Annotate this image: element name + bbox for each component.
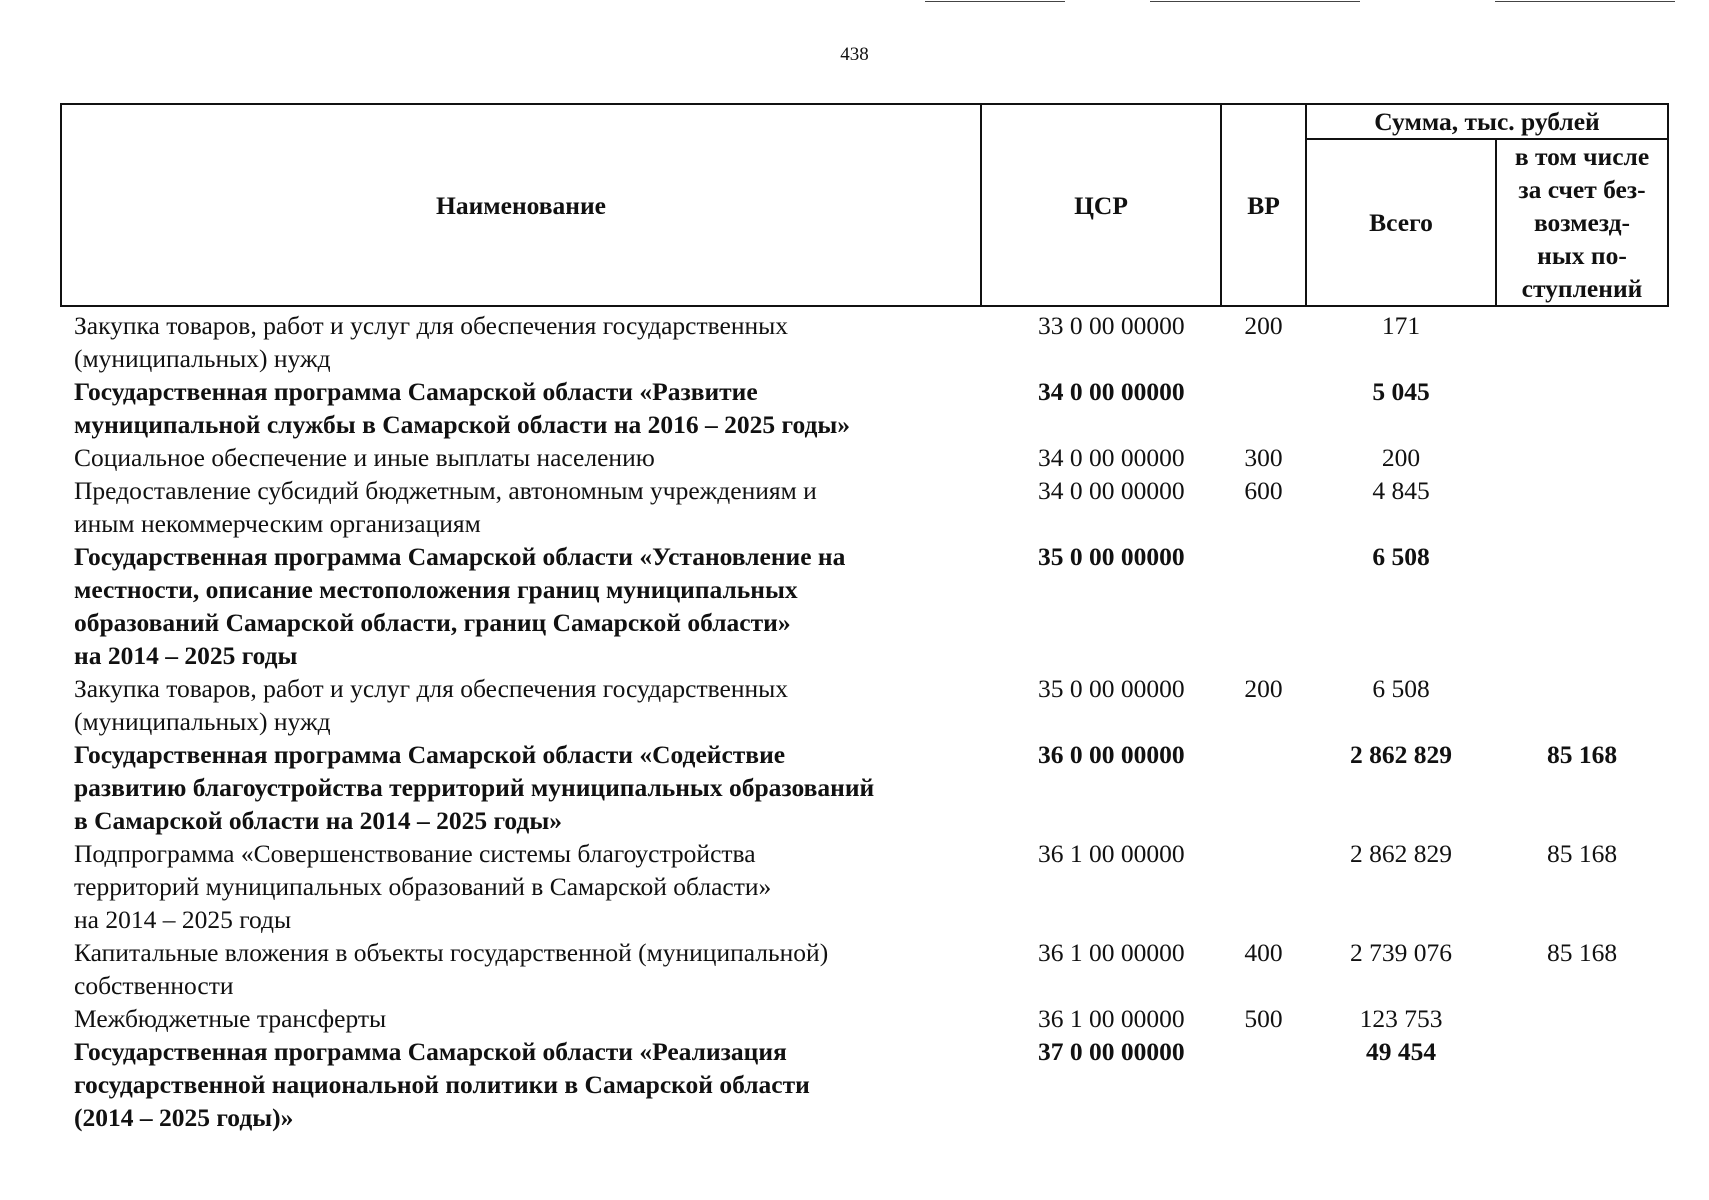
row-free-receipts: 85 168	[1546, 839, 1618, 868]
table-row	[61, 1035, 1668, 1134]
row-vr: 500	[1244, 1004, 1283, 1033]
row-name-line: Государственная программа Самарской области «Реализация	[74, 1037, 787, 1066]
row-total: 5 045	[1372, 377, 1430, 406]
row-csr: 36 0 00 00000	[1038, 740, 1185, 769]
row-total: 200	[1381, 443, 1421, 472]
table-row	[61, 738, 1668, 837]
row-name-line: на 2014 – 2025 годы	[74, 905, 292, 934]
row-name-line: Капитальные вложения в объекты государственной (муниципальной)	[74, 938, 829, 967]
row-name-line: муниципальной службы в Самарской области на 2016 – 2025 годы»	[74, 410, 851, 439]
row-vr	[1221, 837, 1306, 936]
row-vr: 300	[1244, 443, 1283, 472]
row-name	[61, 375, 981, 441]
row-name-line: Закупка товаров, работ и услуг для обеспечения государственных	[74, 311, 789, 340]
row-total: 2 862 829	[1350, 740, 1452, 769]
row-name-line: Межбюджетные трансферты	[74, 1004, 387, 1033]
row-csr: 36 1 00 00000	[1038, 938, 1185, 967]
row-vr: 400	[1244, 938, 1283, 967]
row-vr: 200	[1244, 311, 1283, 340]
row-free-receipts	[1496, 474, 1668, 540]
row-csr: 35 0 00 00000	[1038, 542, 1185, 571]
header-free-line: в том числе	[1514, 142, 1650, 171]
table-header	[61, 104, 1668, 306]
row-csr: 34 0 00 00000	[1038, 476, 1185, 505]
row-name-line: местности, описание местоположения границ муниципальных	[74, 575, 798, 604]
row-name	[61, 1002, 981, 1035]
row-name-line: (муниципальных) нужд	[74, 344, 331, 373]
row-vr: 600	[1244, 476, 1283, 505]
row-name-line: собственности	[74, 971, 234, 1000]
top-rule	[925, 1, 1065, 2]
row-free-receipts	[1496, 375, 1668, 441]
row-name-line: Государственная программа Самарской области «Развитие	[74, 377, 758, 406]
row-total: 171	[1381, 311, 1421, 340]
row-name-line: государственной национальной политики в Самарской области	[74, 1070, 810, 1099]
table-row	[61, 936, 1668, 1002]
table-row	[61, 672, 1668, 738]
row-name-line: Государственная программа Самарской области «Содействие	[74, 740, 786, 769]
row-csr: 37 0 00 00000	[1038, 1037, 1185, 1066]
row-csr: 34 0 00 00000	[1038, 443, 1185, 472]
row-name-line: развитию благоустройства территорий муниципальных образований	[74, 773, 875, 802]
row-free-receipts	[1496, 540, 1668, 672]
row-free-receipts: 85 168	[1546, 740, 1618, 769]
row-name-line: (2014 – 2025 годы)»	[74, 1103, 294, 1132]
top-rule	[1495, 1, 1675, 2]
table-row	[61, 474, 1668, 540]
table-row	[61, 837, 1668, 936]
row-vr	[1221, 540, 1306, 672]
row-free-receipts	[1496, 441, 1668, 474]
table-row	[61, 306, 1668, 375]
row-vr: 200	[1244, 674, 1283, 703]
top-rule	[1150, 1, 1360, 2]
row-name	[61, 936, 981, 1002]
row-name-line: Закупка товаров, работ и услуг для обеспечения государственных	[74, 674, 789, 703]
row-free-receipts	[1496, 1035, 1668, 1134]
header-vr: ВР	[1221, 104, 1306, 306]
row-name	[61, 738, 981, 837]
header-csr: ЦСР	[981, 104, 1221, 306]
row-name	[61, 672, 981, 738]
header-sum-group: Сумма, тыс. рублей	[1306, 104, 1668, 139]
row-total: 123 753	[1359, 1004, 1443, 1033]
row-total: 6 508	[1372, 542, 1430, 571]
table-row	[61, 441, 1668, 474]
table-body	[61, 306, 1668, 1134]
row-name-line: Предоставление субсидий бюджетным, автономным учреждениям и	[74, 476, 817, 505]
row-csr: 33 0 00 00000	[1038, 311, 1185, 340]
header-name: Наименование	[61, 104, 981, 306]
header-free-receipts	[1496, 139, 1668, 306]
row-csr: 35 0 00 00000	[1038, 674, 1185, 703]
row-free-receipts	[1496, 306, 1668, 375]
row-name	[61, 474, 981, 540]
row-name-line: Государственная программа Самарской области «Установление на	[74, 542, 846, 571]
header-free-line: ных по-	[1537, 241, 1627, 270]
page-number: 438	[840, 44, 869, 65]
row-total: 2 862 829	[1350, 839, 1452, 868]
table-row	[61, 540, 1668, 672]
table-row	[61, 1002, 1668, 1035]
header-total: Всего	[1306, 139, 1496, 306]
table-row	[61, 375, 1668, 441]
header-free-line: ступлений	[1521, 274, 1643, 303]
row-name-line: в Самарской области на 2014 – 2025 годы»	[74, 806, 562, 835]
header-free-line: за счет без-	[1518, 175, 1646, 204]
row-name-line: на 2014 – 2025 годы	[74, 641, 298, 670]
row-name-line: иным некоммерческим организациям	[74, 509, 481, 538]
row-total: 4 845	[1372, 476, 1430, 505]
row-name-line: Социальное обеспечение и иные выплаты населению	[74, 443, 655, 472]
row-vr	[1221, 1035, 1306, 1134]
row-name	[61, 441, 981, 474]
row-vr	[1221, 375, 1306, 441]
row-total: 6 508	[1372, 674, 1430, 703]
row-free-receipts: 85 168	[1546, 938, 1618, 967]
row-free-receipts	[1496, 1002, 1668, 1035]
row-name	[61, 306, 981, 375]
row-total: 49 454	[1365, 1037, 1437, 1066]
row-name-line: территорий муниципальных образований в Самарской области»	[74, 872, 772, 901]
row-name-line: образований Самарской области, границ Самарской области»	[74, 608, 791, 637]
row-csr: 34 0 00 00000	[1038, 377, 1185, 406]
row-total: 2 739 076	[1350, 938, 1452, 967]
row-name	[61, 1035, 981, 1134]
row-vr	[1221, 738, 1306, 837]
row-free-receipts	[1496, 672, 1668, 738]
row-name-line: (муниципальных) нужд	[74, 707, 331, 736]
row-name-line: Подпрограмма «Совершенствование системы благоустройства	[74, 839, 756, 868]
header-free-line: возмезд-	[1533, 208, 1631, 237]
budget-table	[60, 103, 1669, 1134]
row-csr: 36 1 00 00000	[1038, 839, 1185, 868]
row-csr: 36 1 00 00000	[1038, 1004, 1185, 1033]
row-name	[61, 837, 981, 936]
row-name	[61, 540, 981, 672]
